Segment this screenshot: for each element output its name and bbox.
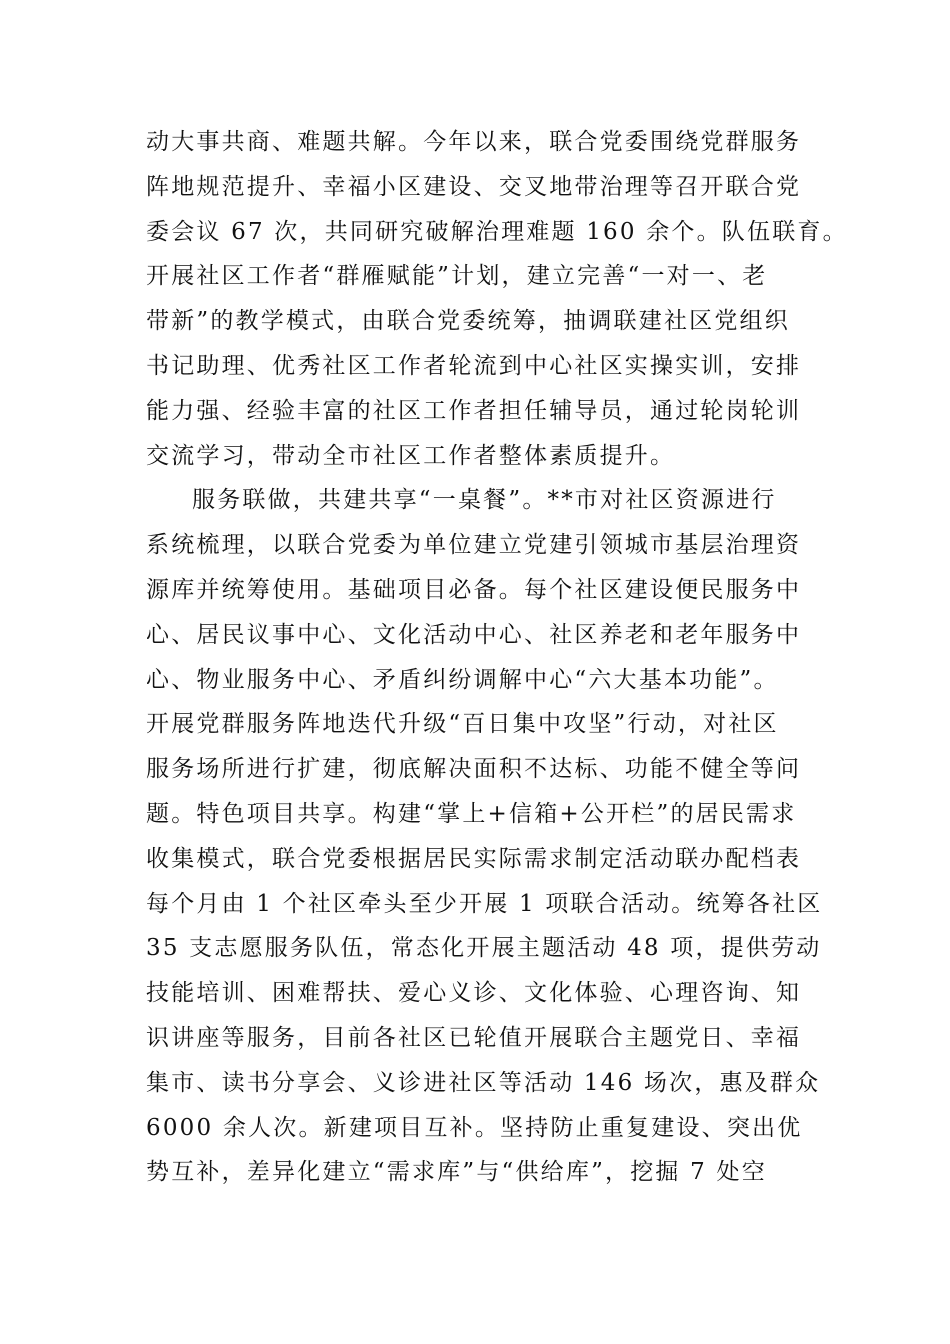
text-line: 能力强、经验丰富的社区工作者担任辅导员，通过轮岗轮训 xyxy=(146,397,802,424)
text-line: 技能培训、困难帮扶、爱心义诊、文化体验、心理咨询、知 xyxy=(146,980,802,1007)
text-line: 收集模式，联合党委根据居民实际需求制定活动联办配档表 xyxy=(146,845,802,872)
text-line: 源库并统筹使用。基础项目必备。每个社区建设便民服务中 xyxy=(146,576,802,603)
text-line: 6000 余人次。新建项目互补。坚持防止重复建设、突出优 xyxy=(146,1114,803,1141)
text-line: 带新”的教学模式，由联合党委统筹，抽调联建社区党组织 xyxy=(146,308,790,335)
text-line: 集市、读书分享会、义诊进社区等活动 146 场次，惠及群众 xyxy=(146,1069,821,1096)
text-line: 题。特色项目共享。构建“掌上+信箱+公开栏”的居民需求 xyxy=(146,800,797,827)
text-line: 开展社区工作者“群雁赋能”计划，建立完善“一对一、老 xyxy=(146,263,768,290)
paragraph-start-line: 服务联做，共建共享“一桌餐”。**市对社区资源进行 xyxy=(192,487,777,514)
text-line: 动大事共商、难题共解。今年以来，联合党委围绕党群服务 xyxy=(146,129,802,155)
text-line: 委会议 67 次，共同研究破解治理难题 160 余个。队伍联育。 xyxy=(146,218,848,245)
body-text xyxy=(146,120,848,1195)
text-line: 势互补，差异化建立“需求库”与“供给库”，挖掘 7 处空 xyxy=(146,1159,767,1186)
text-line: 开展党群服务阵地迭代升级“百日集中攻坚”行动，对社区 xyxy=(146,711,779,738)
text-line: 服务场所进行扩建，彻底解决面积不达标、功能不健全等问 xyxy=(146,756,802,783)
text-line: 识讲座等服务，目前各社区已轮值开展联合主题党日、幸福 xyxy=(146,1024,802,1051)
text-line: 心、居民议事中心、文化活动中心、社区养老和老年服务中 xyxy=(146,621,802,648)
text-line: 35 支志愿服务队伍，常态化开展主题活动 48 项，提供劳动 xyxy=(146,935,822,962)
text-line: 阵地规范提升、幸福小区建设、交叉地带治理等召开联合党 xyxy=(146,173,802,200)
text-line: 心、物业服务中心、矛盾纠纷调解中心“六大基本功能”。 xyxy=(146,666,779,693)
text-line: 系统梳理，以联合党委为单位建立党建引领城市基层治理资 xyxy=(146,532,802,559)
text-line: 交流学习，带动全市社区工作者整体素质提升。 xyxy=(146,442,676,469)
text-line: 每个月由 1 个社区牵头至少开展 1 项联合活动。统筹各社区 xyxy=(146,890,823,917)
text-line: 书记助理、优秀社区工作者轮流到中心社区实操实训，安排 xyxy=(146,352,802,379)
